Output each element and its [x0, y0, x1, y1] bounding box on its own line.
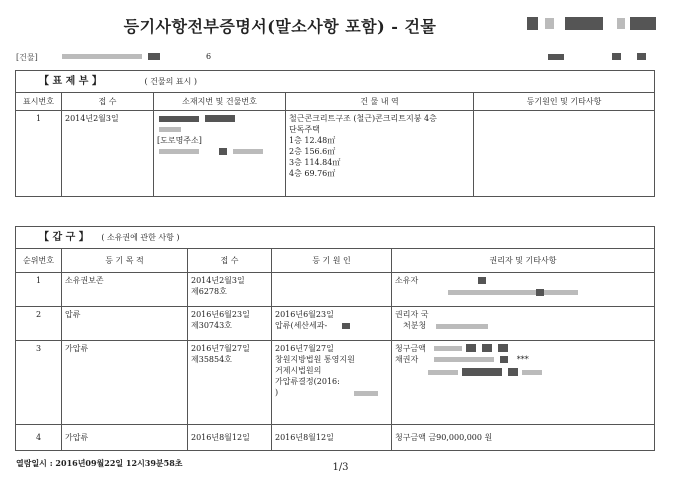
pyo-subtitle: ( 건물의 표시 ): [144, 77, 197, 86]
pyo-header: 【 표 제 부 】: [39, 76, 102, 87]
rights: 청구금액 금90,000,000 원: [392, 425, 655, 451]
rank-no: 4: [16, 425, 62, 451]
cause: [272, 307, 392, 341]
property-label-text: [건물]: [16, 53, 38, 62]
redacted-address: [148, 53, 160, 60]
rank-no: 3: [16, 341, 62, 425]
rank-no: 2: [16, 307, 62, 341]
col-header: 접 수: [188, 249, 272, 273]
cause-line: 압류(세산세과-: [275, 321, 328, 330]
cause-line: 2016년6월23일: [275, 310, 334, 319]
rights-line: 소유자: [395, 276, 419, 285]
table-row: [16, 341, 655, 425]
cause-line: 거제시법원의: [275, 366, 322, 375]
receipt: [188, 273, 272, 307]
rights-line: ***: [516, 355, 529, 364]
rights-line: 권리자 국: [395, 310, 429, 319]
floor-area: 4층 69.76㎡: [289, 169, 336, 178]
gap-header-row: [16, 227, 655, 249]
col-header: 등기원인 및 기타사항: [474, 93, 655, 111]
rights: [392, 273, 655, 307]
floor-area: 1층 12.48㎡: [289, 136, 336, 145]
cause-line: 가압류결정(2016:: [275, 377, 340, 386]
property-suffix: 6: [206, 52, 212, 61]
redacted-unique-no: [637, 53, 646, 60]
purpose: 압류: [62, 307, 188, 341]
col-header: 건 물 내 역: [286, 93, 474, 111]
col-header: 순위번호: [16, 249, 62, 273]
page-number: 1/3: [332, 462, 349, 473]
receipt: [188, 307, 272, 341]
redacted-block: [617, 18, 625, 29]
cause: [272, 273, 392, 307]
col-header: 등 기 원 인: [272, 249, 392, 273]
receipt-line: 제35854호: [191, 355, 232, 364]
floor-area: 2층 156.6㎡: [289, 147, 336, 156]
receipt-line: 2014년2월3일: [191, 276, 245, 285]
col-header: 권리자 및 기타사항: [392, 249, 655, 273]
cause: [272, 341, 392, 425]
table-row: [16, 307, 655, 341]
cause-line: 창원지방법원 통영지원: [275, 355, 355, 364]
pyo-row: [16, 111, 655, 197]
purpose: 가압류: [62, 341, 188, 425]
redacted-unique-no: [612, 53, 621, 60]
cause: 2016년8월12일: [272, 425, 392, 451]
floor-area: 3층 114.84㎡: [289, 158, 341, 167]
purpose: 가압류: [62, 425, 188, 451]
rank-no: 1: [16, 273, 62, 307]
redacted-unique-no: [548, 54, 564, 60]
redacted-block: [630, 17, 656, 30]
pyo-table: [15, 70, 655, 197]
rights: [392, 341, 655, 425]
receipt: [188, 341, 272, 425]
location-cell: [154, 111, 286, 197]
receipt-line: 2016년7월27일: [191, 344, 250, 353]
rights-line: 채권자: [395, 355, 419, 364]
structure-line: 단독주택: [289, 125, 320, 134]
redacted-block: [545, 18, 554, 29]
rights-line: 처분청: [403, 321, 427, 330]
gap-table: [15, 226, 655, 451]
road-address-label: [도로명주소]: [157, 136, 202, 145]
gap-header: 【 갑 구 】: [39, 232, 89, 243]
table-row: [16, 425, 655, 451]
building-details: [286, 111, 474, 197]
redacted-block: [527, 17, 538, 30]
pyo-header-row: [16, 71, 655, 93]
receipt-line: 제30743호: [191, 321, 232, 330]
receipt-line: 제6278호: [191, 287, 227, 296]
rights-line: 청구금액: [395, 344, 426, 353]
table-row: [16, 273, 655, 307]
document-title: 등기사항전부증명서(말소사항 포함) - 건물: [123, 17, 437, 36]
remarks-cell: [474, 111, 655, 197]
col-header: 등 기 목 적: [62, 249, 188, 273]
viewed-timestamp: 열람일시 : 2016년09월22일 12시39분58초: [16, 458, 183, 468]
col-header: 표시번호: [16, 93, 62, 111]
purpose: 소유권보존: [62, 273, 188, 307]
receipt: 2016년8월12일: [188, 425, 272, 451]
structure-line: 철근콘크리트구조 (철근)콘크리트지붕 4층: [289, 114, 437, 123]
receipt-line: 2016년6월23일: [191, 310, 250, 319]
receipt-date: 2014년2월3일: [62, 111, 154, 197]
property-label: [16, 52, 38, 63]
rights: [392, 307, 655, 341]
redacted-block: [565, 17, 603, 30]
cause-line: ): [275, 388, 279, 397]
display-no: 1: [16, 111, 62, 197]
col-header: 접 수: [62, 93, 154, 111]
gap-subtitle: ( 소유권에 관한 사항 ): [101, 233, 180, 242]
redacted-address: [62, 54, 142, 59]
cause-line: 2016년7월27일: [275, 344, 334, 353]
col-header: 소재지번 및 건물번호: [154, 93, 286, 111]
